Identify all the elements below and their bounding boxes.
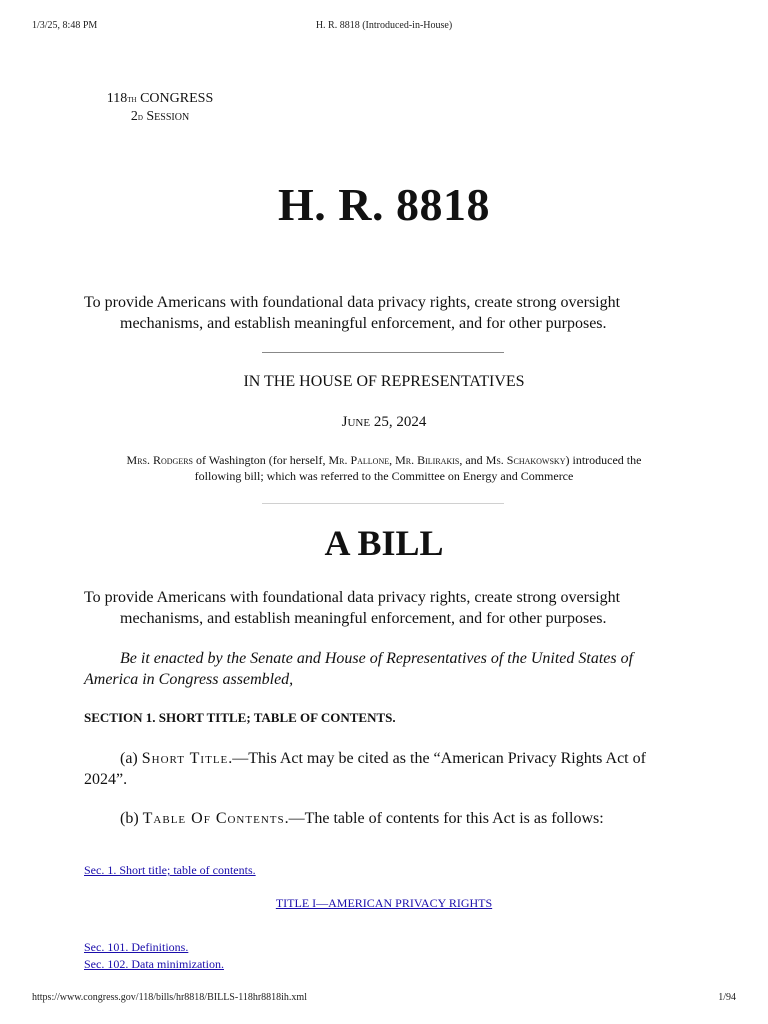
congress-line [100,90,220,108]
purpose-line-2: mechanisms, and establish meaningful enforcement, and for other purposes. [120,610,607,627]
section-1-subsection-b [84,808,684,829]
subsection-a-label: (a) [120,750,142,767]
house-heading: IN THE HOUSE OF REPRESENTATIVES [243,373,525,390]
congress-number-suffix: th [127,94,137,105]
purpose-line-2: mechanisms, and establish meaningful enforcement, and for other purposes. [120,315,607,332]
toc-title-row [0,894,768,912]
cosponsor-2: Mr. Bilirakis [395,453,460,467]
section-1-heading: SECTION 1. SHORT TITLE; TABLE OF CONTENTS. [84,710,396,725]
sponsor-after: ) introduced the [565,453,642,467]
sponsors-line-1 [60,452,708,468]
subsection-a-text: .—This Act may be cited as the “American Privacy Rights Act of 2024”. [84,750,646,788]
cosponsor-1: Mr. Pallone [328,453,390,467]
sponsors-statement [60,452,708,484]
a-bill-heading: A BILL [324,523,444,563]
session-line [100,108,220,126]
session-number: 2 [130,109,138,124]
sponsor-sep-2: , and [459,453,486,467]
print-datetime: 1/3/25, 8:48 PM [32,20,98,31]
purpose-line-1: To provide Americans with foundational data privacy rights, create strong oversight [84,589,621,606]
toc-link-title-1[interactable]: TITLE I—AMERICAN PRIVACY RIGHTS [275,896,493,910]
congress-session-block [100,90,220,126]
divider-rule [262,352,504,353]
bill-purpose-bottom [84,587,684,629]
page-counter: 1/94 [718,992,736,1003]
sponsors-line-2: following bill; which was referred to the Committee on Energy and Commerce [194,469,574,483]
subsection-b-text: .—The table of contents for this Act is as follows: [284,810,604,827]
toc-link-sec-102[interactable]: Sec. 102. Data minimization. [84,957,224,971]
session-number-suffix: d [137,112,143,123]
toc-link-sec-101[interactable]: Sec. 101. Definitions. [84,940,189,954]
cosponsor-3: Ms. Schakowsky [485,453,566,467]
sponsor-sep-1: , [389,453,396,467]
bill-purpose-top [84,292,684,334]
sponsor-rest: of Washington (for herself, [193,453,329,467]
congress-number: 118 [106,91,128,106]
sponsor-name: Mrs. Rodgers [126,453,193,467]
bill-number: H. R. 8818 [278,179,490,230]
section-1-subsection-a [84,748,684,790]
session-word: Session [146,109,190,124]
purpose-line-1: To provide Americans with foundational data privacy rights, create strong oversight [84,294,621,311]
divider-rule-light [262,503,504,504]
toc-link-sec-1[interactable]: Sec. 1. Short title; table of contents. [84,863,256,877]
enacting-clause: Be it enacted by the Senate and House of Representatives of the United States of America in Congress assembled, [84,650,634,688]
subsection-b-heading: Table Of Contents [142,810,285,827]
subsection-b-label: (b) [120,810,143,827]
print-doc-title: H. R. 8818 (Introduced-in-House) [315,20,453,31]
print-url: https://www.congress.gov/118/bills/hr8818/BILLS-118hr8818ih.xml [32,992,307,1003]
subsection-a-heading: Short Title [141,750,229,767]
congress-word: CONGRESS [140,91,214,106]
introduction-date: June 25, 2024 [341,414,427,430]
